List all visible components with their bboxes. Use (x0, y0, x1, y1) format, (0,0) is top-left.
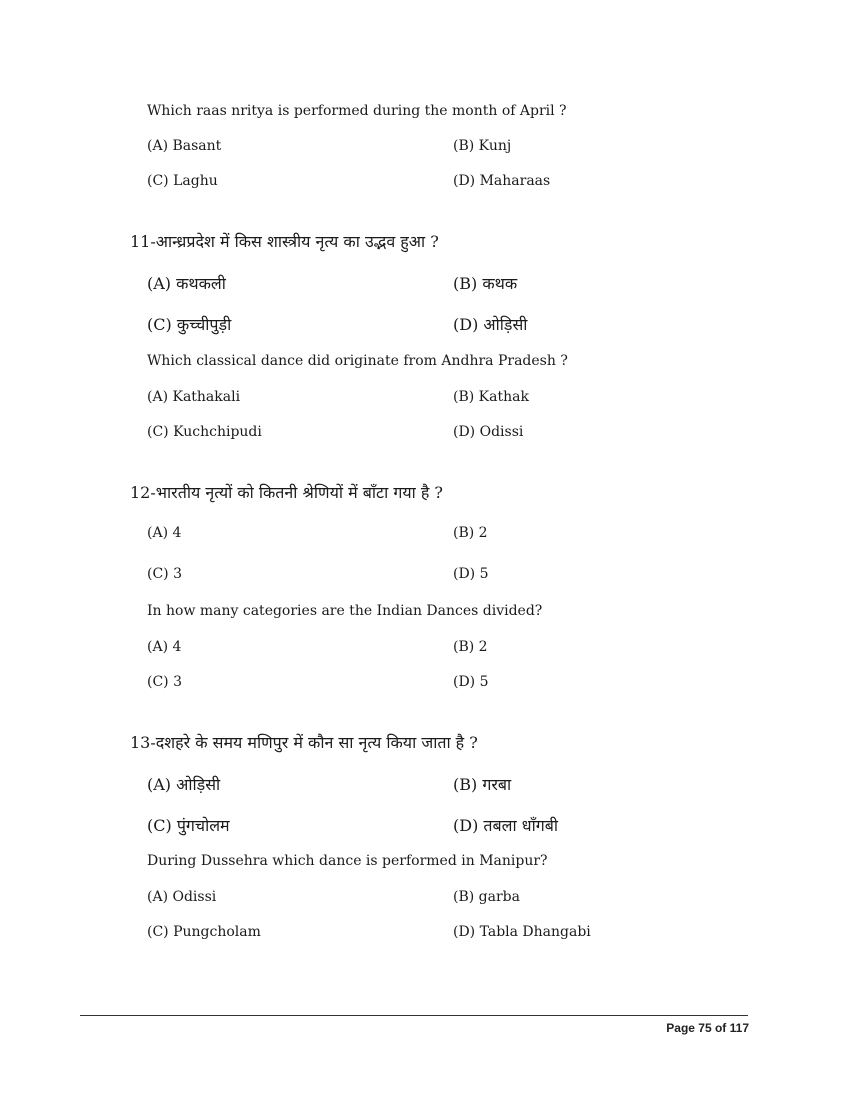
question-13-hindi: 13-दशहरे के समय मणिपुर में कौन सा नृत्य किया जाता है ? (130, 733, 478, 752)
question-11-english: Which classical dance did originate from Andhra Pradesh ? (147, 353, 568, 369)
option-a: (A) ओड़िसी (147, 775, 221, 794)
question-10-english: Which raas nritya is performed during the month of April ? (147, 103, 567, 119)
option-d: (D) Maharaas (453, 173, 551, 189)
option-d: (D) 5 (453, 674, 489, 690)
option-c: (C) Laghu (147, 173, 218, 189)
option-a: (A) Kathakali (147, 389, 241, 405)
page-number: Page 75 of 117 (666, 1021, 749, 1035)
option-c: (C) Kuchchipudi (147, 424, 262, 440)
option-a: (A) कथकली (147, 274, 226, 293)
option-b: (B) कथक (453, 274, 518, 293)
question-13-english: During Dussehra which dance is performed in Manipur? (147, 853, 548, 869)
option-c: (C) Pungcholam (147, 924, 261, 940)
option-a: (A) 4 (147, 525, 182, 541)
question-11-hindi: 11-आन्ध्रप्रदेश में किस शास्त्रीय नृत्य का उद्भव हुआ ? (130, 232, 439, 251)
option-a: (A) Odissi (147, 889, 217, 905)
option-b: (B) 2 (453, 639, 488, 655)
option-b: (B) garba (453, 889, 520, 905)
option-d: (D) तबला धाँगबी (453, 816, 559, 835)
option-d: (D) Odissi (453, 424, 524, 440)
option-c: (C) कुच्चीपुड़ी (147, 315, 232, 334)
option-a: (A) Basant (147, 138, 222, 154)
option-b: (B) Kathak (453, 389, 529, 405)
question-12-english: In how many categories are the Indian Dances divided? (147, 603, 543, 619)
option-c: (C) पुंगचोलम (147, 816, 230, 835)
option-d: (D) ओड़िसी (453, 315, 528, 334)
footer-divider (80, 1015, 748, 1016)
option-b: (B) गरबा (453, 775, 512, 794)
option-b: (B) 2 (453, 525, 488, 541)
option-b: (B) Kunj (453, 138, 512, 154)
option-d: (D) Tabla Dhangabi (453, 924, 591, 940)
option-a: (A) 4 (147, 639, 182, 655)
option-c: (C) 3 (147, 566, 182, 582)
option-d: (D) 5 (453, 566, 489, 582)
option-c: (C) 3 (147, 674, 182, 690)
question-12-hindi: 12-भारतीय नृत्यों को कितनी श्रेणियों में बाँटा गया है ? (130, 483, 443, 502)
